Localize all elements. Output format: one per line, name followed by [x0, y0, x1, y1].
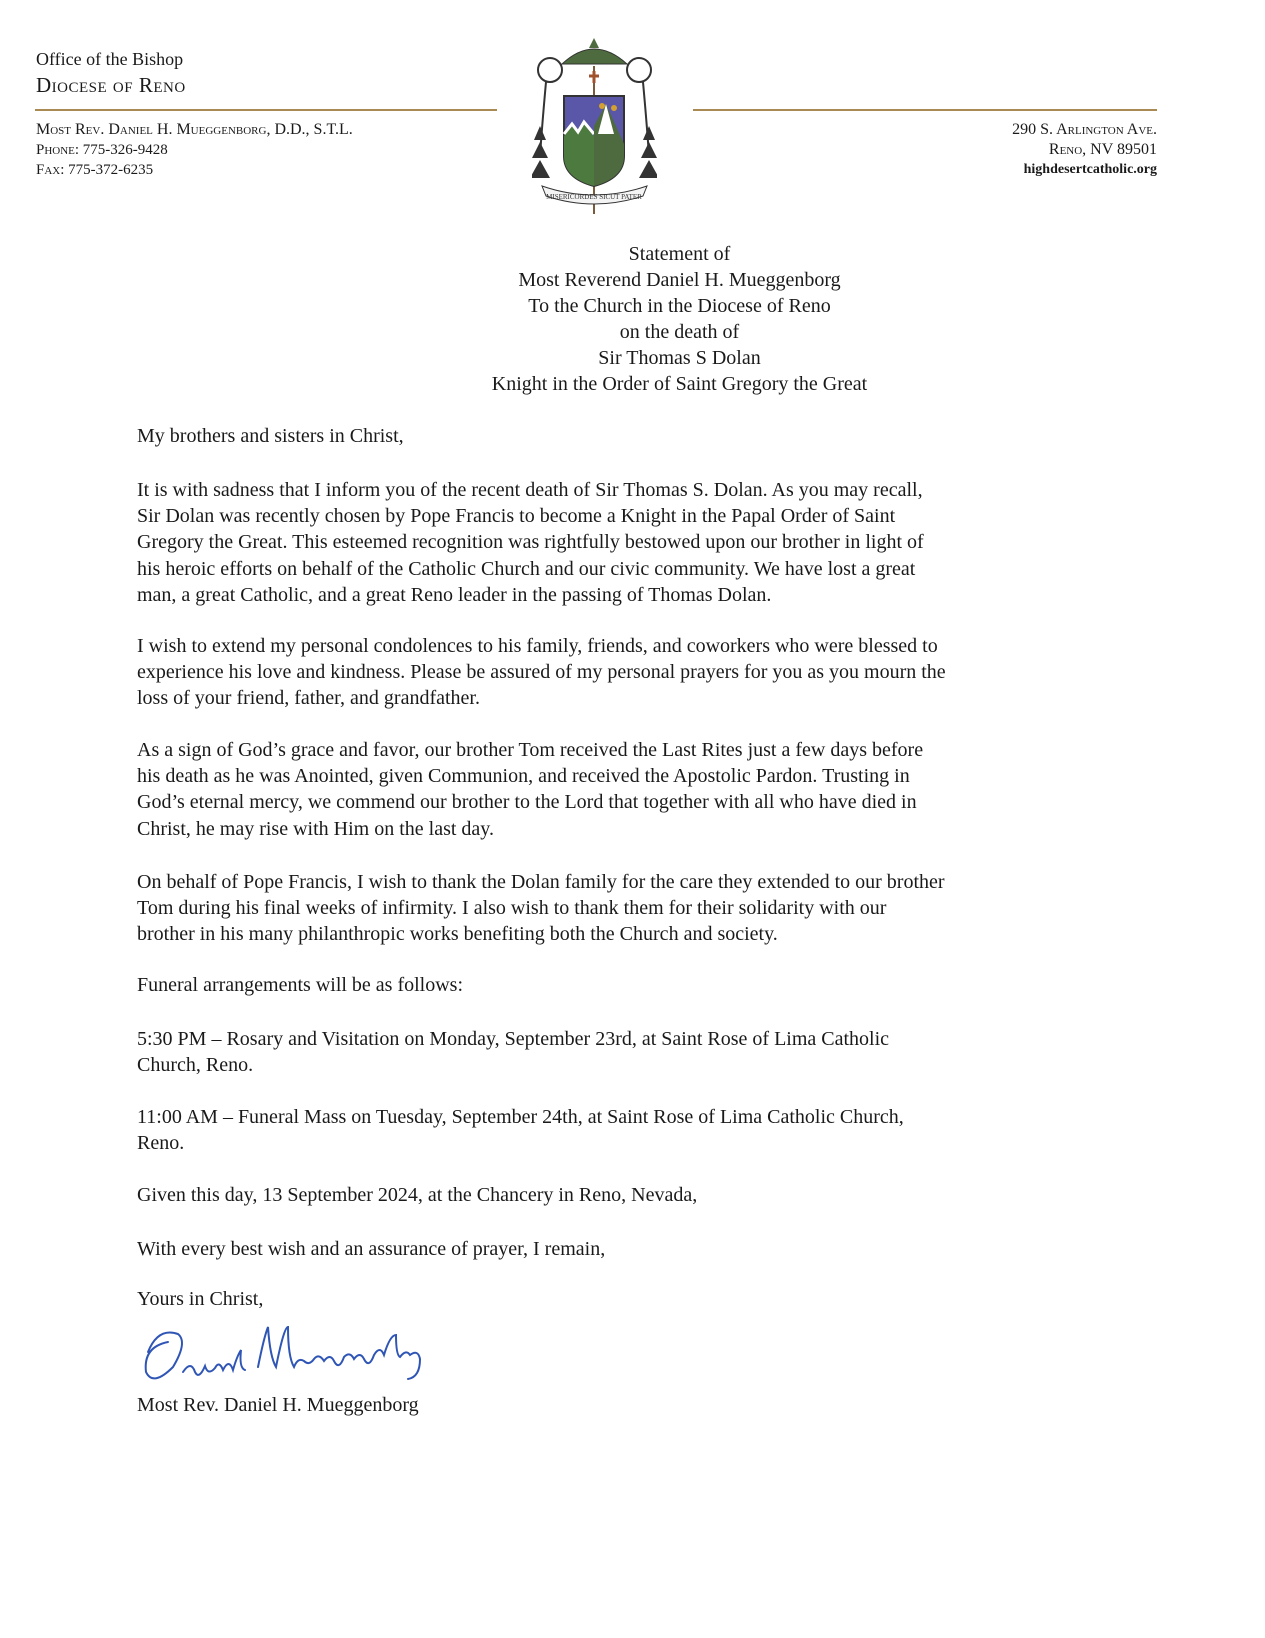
paragraph-line: It is with sadness that I inform you of the recent death of Sir Thomas S. Dolan. As you may recall,: [137, 479, 923, 501]
paragraph-line: 11:00 AM – Funeral Mass on Tuesday, September 24th, at Saint Rose of Lima Catholic Church,: [137, 1106, 904, 1128]
paragraph-line: With every best wish and an assurance of prayer, I remain,: [137, 1238, 606, 1260]
header-rule-right: [693, 109, 1157, 111]
paragraph-line: Christ, he may rise with Him on the last day.: [137, 817, 494, 840]
paragraph-line: his death as he was Anointed, given Communion, and received the Apostolic Pardon. Trusting in: [137, 765, 910, 788]
bishop-contact: [36, 120, 353, 180]
paragraph: [137, 1286, 263, 1312]
paragraph-line: Church, Reno.: [137, 1054, 254, 1077]
title-line: To the Church in the Diocese of Reno: [528, 295, 831, 317]
paragraph-line: loss of your friend, father, and grandfather.: [137, 687, 480, 710]
paragraph-line: brother in his many philanthropic works benefiting both the Church and society.: [137, 923, 778, 946]
paragraph: [137, 1104, 904, 1156]
title-line: Statement of: [628, 243, 731, 265]
diocese-name: Diocese of Reno: [36, 73, 186, 97]
paragraph: [137, 1026, 889, 1078]
fax: Fax: 775-372-6235: [36, 162, 154, 178]
title-line: Knight in the Order of Saint Gregory the Great: [491, 373, 868, 395]
address-city: Reno, NV 89501: [1048, 141, 1157, 158]
paragraph: [137, 1182, 697, 1208]
paragraph-line: Gregory the Great. This esteemed recognition was rightfully bestowed upon our brother in light of: [137, 531, 924, 554]
paragraph-line: Yours in Christ,: [137, 1288, 264, 1310]
address-street: 290 S. Arlington Ave.: [1012, 121, 1157, 138]
statement-title: [0, 241, 1265, 397]
paragraph-line: 5:30 PM – Rosary and Visitation on Monday, September 23rd, at Saint Rose of Lima Catholic: [137, 1028, 890, 1050]
address-block: [1012, 120, 1157, 180]
paragraph-line: My brothers and sisters in Christ,: [137, 425, 404, 447]
paragraph-line: Sir Dolan was recently chosen by Pope Francis to become a Knight in the Papal Order of Saint: [137, 505, 896, 528]
paragraph: [137, 737, 923, 842]
paragraph-line: experience his love and kindness. Please be assured of my personal prayers for you as you mourn the: [137, 661, 946, 684]
title-line: on the death of: [619, 321, 740, 343]
paragraph: [137, 972, 463, 998]
paragraph-line: Reno.: [137, 1132, 185, 1155]
phone: Phone: 775-326-9428: [36, 142, 168, 158]
paragraph: [137, 1236, 605, 1262]
paragraph: [137, 633, 946, 712]
header-rule-left: [35, 109, 497, 111]
signatory-name: Most Rev. Daniel H. Mueggenborg: [137, 1394, 419, 1416]
signature-image: [138, 1322, 498, 1402]
paragraph: [137, 477, 924, 608]
title-line: Most Reverend Daniel H. Mueggenborg: [518, 269, 841, 291]
paragraph-line: As a sign of God’s grace and favor, our brother Tom received the Last Rites just a few days before: [137, 739, 924, 761]
paragraph: [137, 423, 404, 449]
paragraph-line: his heroic efforts on behalf of the Catholic Church and our civic community. We have lost a great: [137, 557, 916, 580]
paragraph-line: Funeral arrangements will be as follows:: [137, 974, 464, 996]
paragraph-line: On behalf of Pope Francis, I wish to thank the Dolan family for the care they extended to our brother: [137, 871, 945, 893]
bishop-name-title: Most Rev. Daniel H. Mueggenborg, D.D., S.T.L.: [36, 121, 353, 138]
paragraph-line: Tom during his final weeks of infirmity. I also wish to thank them for their solidarity with our: [137, 897, 887, 920]
paragraph-line: Given this day, 13 September 2024, at the Chancery in Reno, Nevada,: [137, 1184, 698, 1206]
paragraph: [137, 869, 945, 948]
coat-of-arms-logo: [532, 36, 657, 216]
website: highdesertcatholic.org: [1023, 162, 1157, 177]
crest-motto: MISERICORDES SICUT PATER: [546, 193, 642, 201]
office-label: Office of the Bishop: [36, 49, 184, 69]
paragraph-line: I wish to extend my personal condolences to his family, friends, and coworkers who were blessed to: [137, 635, 938, 657]
title-line: Sir Thomas S Dolan: [598, 347, 761, 369]
paragraph-line: God’s eternal mercy, we commend our brother to the Lord that together with all who have died in: [137, 791, 917, 814]
paragraph-line: man, a great Catholic, and a great Reno leader in the passing of Thomas Dolan.: [137, 583, 772, 606]
